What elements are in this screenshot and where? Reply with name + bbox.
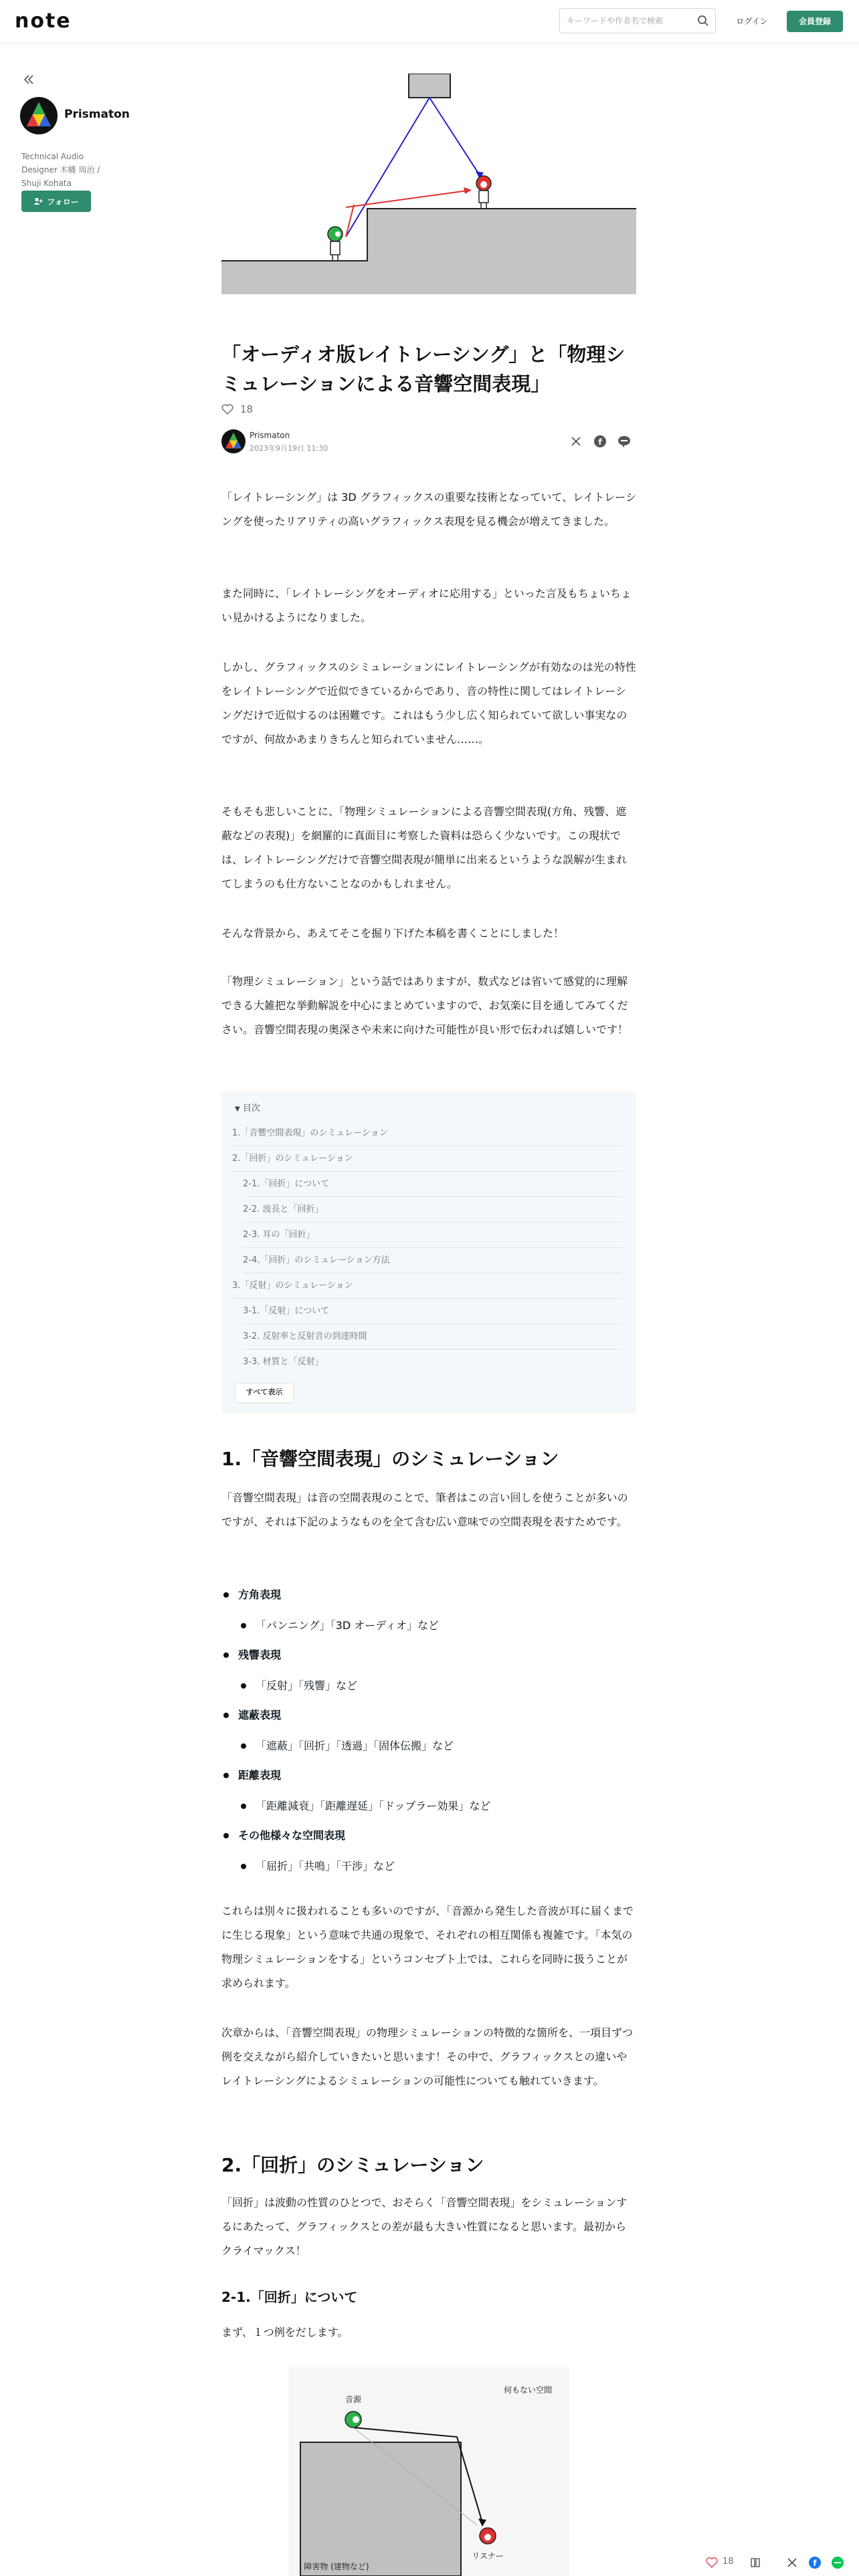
toc-item[interactable]: 2-4.「回折」のシミュレーション方法 bbox=[243, 1248, 623, 1273]
paragraph: 次章からは、「音響空間表現」の物理シミュレーションの特徴的な箇所を、一項目ずつ例を交えながら紹介していきたいと思います！その中で、グラフィックスとの違いやレイトレーシングによるシミュレーションの可能性についても触れていきます。 bbox=[221, 2026, 634, 2087]
like-count[interactable]: 18 bbox=[723, 2557, 734, 2567]
toc-item[interactable]: 2-1.「回折」について bbox=[243, 1172, 623, 1197]
list-item: その他様々な空間表現 bbox=[238, 1826, 613, 1846]
toc-toggle[interactable] bbox=[235, 1101, 260, 1113]
creator-name[interactable]: Prismaton bbox=[250, 431, 290, 440]
follow-label: フォロー bbox=[47, 197, 79, 207]
creator-info bbox=[221, 429, 636, 456]
toc-item[interactable]: 3-3. 材質と「反射」 bbox=[243, 1357, 324, 1367]
toc-item[interactable]: 3-2. 反射率と反射音の到達時間 bbox=[243, 1324, 623, 1350]
search-input[interactable] bbox=[560, 9, 700, 33]
heart-icon[interactable] bbox=[221, 404, 233, 415]
list-item: 残響表現 bbox=[238, 1645, 613, 1665]
figure-source-label: 音源 bbox=[345, 2395, 362, 2404]
paragraph: 「レイトレーシング」は 3D グラフィックスの重要な技術となっていて、レイトレーシングを使ったリアリティの高いグラフィックス表現を見る機会が増えてきました。 bbox=[221, 491, 636, 528]
collapse-sidebar-icon[interactable] bbox=[21, 72, 36, 87]
author-avatar[interactable] bbox=[20, 97, 58, 134]
svg-text:f: f bbox=[813, 2559, 817, 2568]
paragraph: そもそも悲しいことに、「物理シミュレーションによる音響空間表現(方角、残響、遮蔽などの表現)」を網羅的に真面目に考察した資料は恐らく少ないです。この現状では、レイトレーシングだけで音響空間表現が簡単に出来るというような誤解が生まれてしまうのも仕方ないことなのかもしれません。 bbox=[221, 805, 628, 890]
add-user-icon bbox=[33, 197, 43, 205]
toc-show-all-button[interactable]: すべて表示 bbox=[235, 1383, 294, 1403]
follow-button[interactable] bbox=[21, 191, 91, 212]
table-of-contents bbox=[221, 1091, 636, 1414]
ground-shape bbox=[221, 209, 636, 294]
section-heading: 2.「回折」のシミュレーション bbox=[221, 2154, 484, 2176]
paragraph: まず、１つ例をだします。 bbox=[221, 2326, 349, 2339]
paragraph: また同時に、「レイトレーシングをオーディオに応用する」といった言及もちょいちょい見かけるようになりました。 bbox=[221, 587, 632, 624]
facebook-share-icon[interactable] bbox=[808, 2556, 822, 2569]
list-item: 方角表現 bbox=[238, 1585, 613, 1605]
list-item: 遮蔽表現 bbox=[238, 1705, 613, 1725]
figure-listener-label: リスナー bbox=[472, 2551, 504, 2561]
article-title: 「オーディオ版レイトレーシング」と「物理シミュレーションによる音響空間表現」 bbox=[221, 343, 626, 395]
site-header bbox=[0, 0, 859, 43]
diffraction-figure bbox=[288, 2367, 569, 2576]
login-link[interactable]: ログイン bbox=[736, 17, 768, 26]
line-share-icon[interactable] bbox=[831, 2556, 844, 2569]
paragraph: これらは別々に扱われることも多いのですが、「音源から発生した音波が耳に届くまでに生じる現象」という意味で共通の現象で、それぞれの相互関係も複雑です。「本気の物理シミュレーションをする」というコンセプト上では、これらを同時に扱うことが求められます。 bbox=[221, 1905, 634, 1990]
figure-obstacle-label: 障害物 (建物など) bbox=[304, 2562, 369, 2571]
toc-item[interactable]: 2.「回折」のシミュレーション bbox=[232, 1146, 623, 1172]
paragraph: そんな背景から、あえてそこを掘り下げた本稿を書くことにしました！ bbox=[221, 927, 565, 940]
search-box[interactable] bbox=[559, 8, 716, 33]
toc-heading: 目次 bbox=[242, 1103, 260, 1113]
figure-space-label: 何もない空間 bbox=[503, 2385, 553, 2395]
toc-item[interactable]: 3.「反射」のシミュレーション bbox=[232, 1273, 623, 1299]
line-share-icon[interactable] bbox=[617, 435, 631, 448]
like-area bbox=[221, 403, 253, 415]
magazine-add-icon[interactable] bbox=[749, 2556, 763, 2569]
list-item: 距離表現 bbox=[238, 1765, 613, 1786]
subsection-heading: 2-1.「回折」について bbox=[221, 2289, 358, 2305]
paragraph: しかし、グラフィックスのシミュレーションにレイトレーシングが有効なのは光の特性をレイトレーシングで近似できているからであり、音の特性に関してはレイトレーシングだけで近似するのは困難です。これはもう少し広く知られていて欲しい事実なのですが、何故かあまりきちんと知られていません……。 bbox=[221, 661, 636, 746]
author-name[interactable]: Prismaton bbox=[64, 108, 130, 121]
toc-item[interactable]: 2-3. 耳の「回折」 bbox=[243, 1222, 623, 1248]
floating-action-bar bbox=[701, 2549, 859, 2576]
paragraph: 「物理シミュレーション」という話ではありますが、数式などは省いて感覚的に理解できる大雑把な挙動解説を中心にまとめていますので、お気楽に目を通してみてください。音響空間表現の奥深さや未来に向けた可能性が良い形で伝われば嬉しいです！ bbox=[221, 975, 629, 1036]
toc-item[interactable]: 1.「音響空間表現」のシミュレーション bbox=[232, 1121, 623, 1146]
listener-character bbox=[476, 176, 491, 209]
caret-down-icon: ▼ bbox=[235, 1105, 240, 1113]
paragraph: 「音響空間表現」は音の空間表現のことで、筆者はこの言い回しを使うことが多いのですが、それは下記のようなものを全て含む広い意味での空間表現を表すためです。 bbox=[221, 1491, 628, 1528]
eyecatch-image bbox=[221, 74, 636, 294]
facebook-share-icon[interactable] bbox=[593, 435, 607, 448]
x-share-icon[interactable] bbox=[569, 435, 583, 448]
section-heading: 1.「音響空間表現」のシミュレーション bbox=[221, 1448, 559, 1470]
publish-date: 2023年9月19日 11:30 bbox=[250, 444, 328, 453]
list-item: 「反射」「残響」など bbox=[256, 1676, 630, 1696]
list-item: 「屈折」「共鳴」「干渉」など bbox=[256, 1856, 630, 1876]
author-bio: Technical Audio Designer 木幡 周治 / Shuji Kohata bbox=[21, 152, 100, 188]
search-icon[interactable] bbox=[696, 14, 710, 27]
source-character bbox=[328, 227, 343, 261]
ceiling-block bbox=[409, 74, 450, 98]
toc-item[interactable]: 2-2. 波長と「回折」 bbox=[243, 1197, 623, 1222]
creator-avatar[interactable] bbox=[221, 429, 246, 453]
list-item: 「距離減衰」「距離遅延」「ドップラー効果」など bbox=[256, 1796, 630, 1816]
note-logo[interactable]: note bbox=[15, 9, 72, 33]
x-share-icon[interactable] bbox=[785, 2556, 799, 2569]
paragraph: 「回折」は波動の性質のひとつで、おそらく「音響空間表現」をシミュレーションするにあたって、グラフィックスとの差が最も大きい性質になると思います。最初からクライマックス！ bbox=[221, 2196, 628, 2257]
list-item: 「パンニング」「3D オーディオ」など bbox=[256, 1616, 630, 1636]
signup-button[interactable]: 会員登録 bbox=[787, 11, 843, 32]
toc-item[interactable]: 3-1.「反射」について bbox=[243, 1299, 623, 1324]
svg-text:f: f bbox=[598, 437, 602, 447]
heart-icon[interactable] bbox=[705, 2556, 719, 2569]
like-count[interactable]: 18 bbox=[240, 403, 254, 415]
list-item: 「遮蔽」「回折」「透過」「固体伝搬」など bbox=[256, 1736, 630, 1756]
